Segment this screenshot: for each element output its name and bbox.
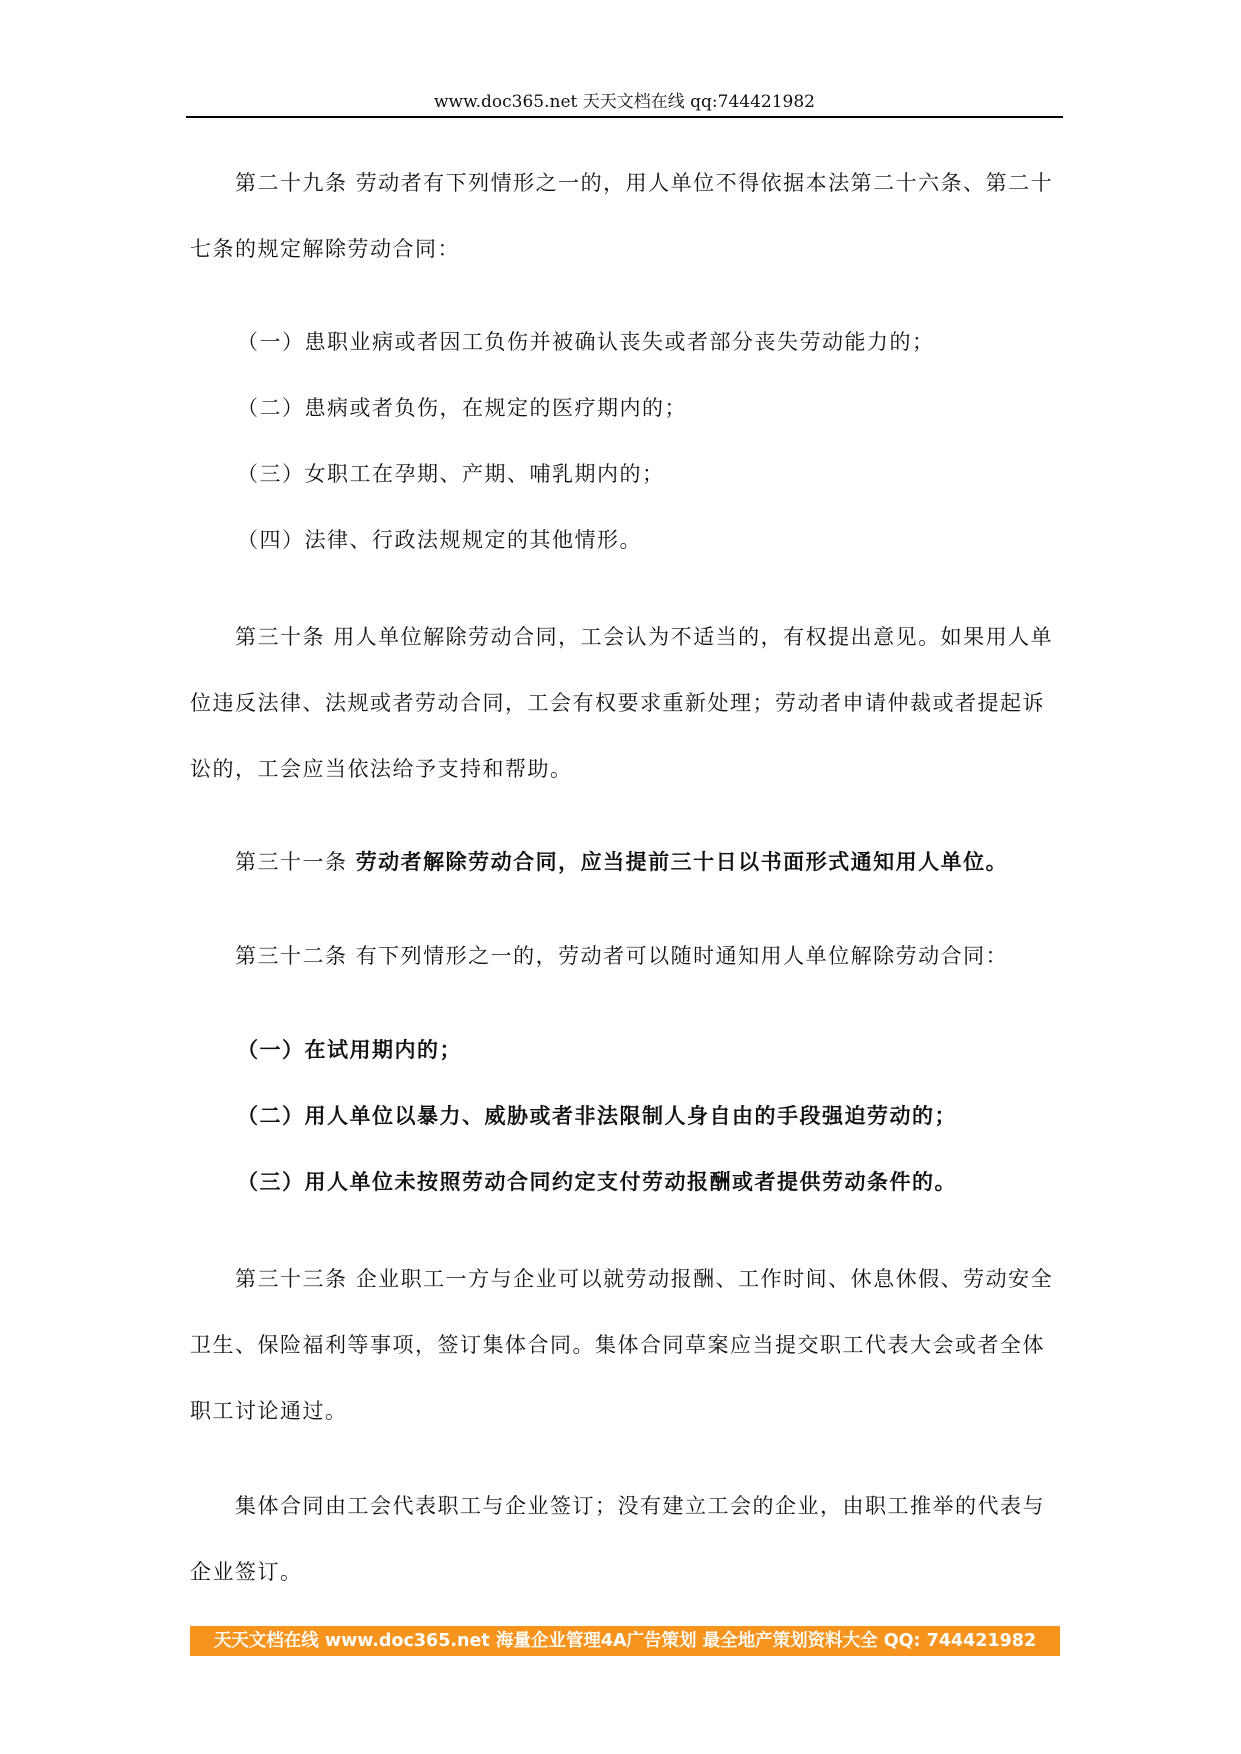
article-29-item-3: （三）女职工在孕期、产期、哺乳期内的； <box>237 462 665 486</box>
article-30-title: 第三十条 <box>235 625 325 649</box>
article-29-text: 劳动者有下列情形之一的，用人单位不得依据本法第二十六条、第二十七条的规定解除劳动合同： <box>190 171 1054 261</box>
article-29-item-2: （二）患病或者负伤，在规定的医疗期内的； <box>237 396 687 420</box>
footer-banner: 天天文档在线 www.doc365.net 海量企业管理4A广告策划 最全地产策划资料大全 QQ: 744421982 <box>190 1626 1060 1656</box>
article-30-text: 用人单位解除劳动合同，工会认为不适当的，有权提出意见。如果用人单位违反法律、法规或者劳动合同，工会有权要求重新处理；劳动者申请仲裁或者提起诉讼的，工会应当依法给予支持和帮助。 <box>190 625 1054 781</box>
article-32-title: 第三十二条 <box>235 944 348 968</box>
article-31-title: 第三十一条 <box>235 850 348 874</box>
article-29-item-4: （四）法律、行政法规规定的其他情形。 <box>237 528 642 552</box>
article-30 <box>190 604 1060 802</box>
article-29 <box>190 150 1060 282</box>
article-31-text: 劳动者解除劳动合同，应当提前三十日以书面形式通知用人单位。 <box>355 850 1009 874</box>
article-33 <box>190 1246 1060 1444</box>
article-33-paragraph-2: 集体合同由工会代表职工与企业签订；没有建立工会的企业，由职工推举的代表与企业签订。 <box>190 1494 1045 1584</box>
article-33-title: 第三十三条 <box>235 1267 348 1291</box>
article-29-title: 第二十九条 <box>235 171 348 195</box>
article-32-item-2: （二）用人单位以暴力、威胁或者非法限制人身自由的手段强迫劳动的； <box>237 1104 957 1128</box>
article-32 <box>190 923 1060 989</box>
article-32-item-1: （一）在试用期内的； <box>237 1038 462 1062</box>
article-33-text: 企业职工一方与企业可以就劳动报酬、工作时间、休息休假、劳动安全卫生、保险福利等事项，签订集体合同。集体合同草案应当提交职工代表大会或者全体职工讨论通过。 <box>190 1267 1054 1423</box>
page-header: www.doc365.net 天天文档在线 qq:744421982 <box>186 88 1063 118</box>
article-32-text: 有下列情形之一的，劳动者可以随时通知用人单位解除劳动合同： <box>355 944 1009 968</box>
article-31 <box>190 829 1060 895</box>
article-32-item-3: （三）用人单位未按照劳动合同约定支付劳动报酬或者提供劳动条件的。 <box>237 1170 957 1194</box>
article-29-item-1: （一）患职业病或者因工负伤并被确认丧失或者部分丧失劳动能力的； <box>237 330 935 354</box>
